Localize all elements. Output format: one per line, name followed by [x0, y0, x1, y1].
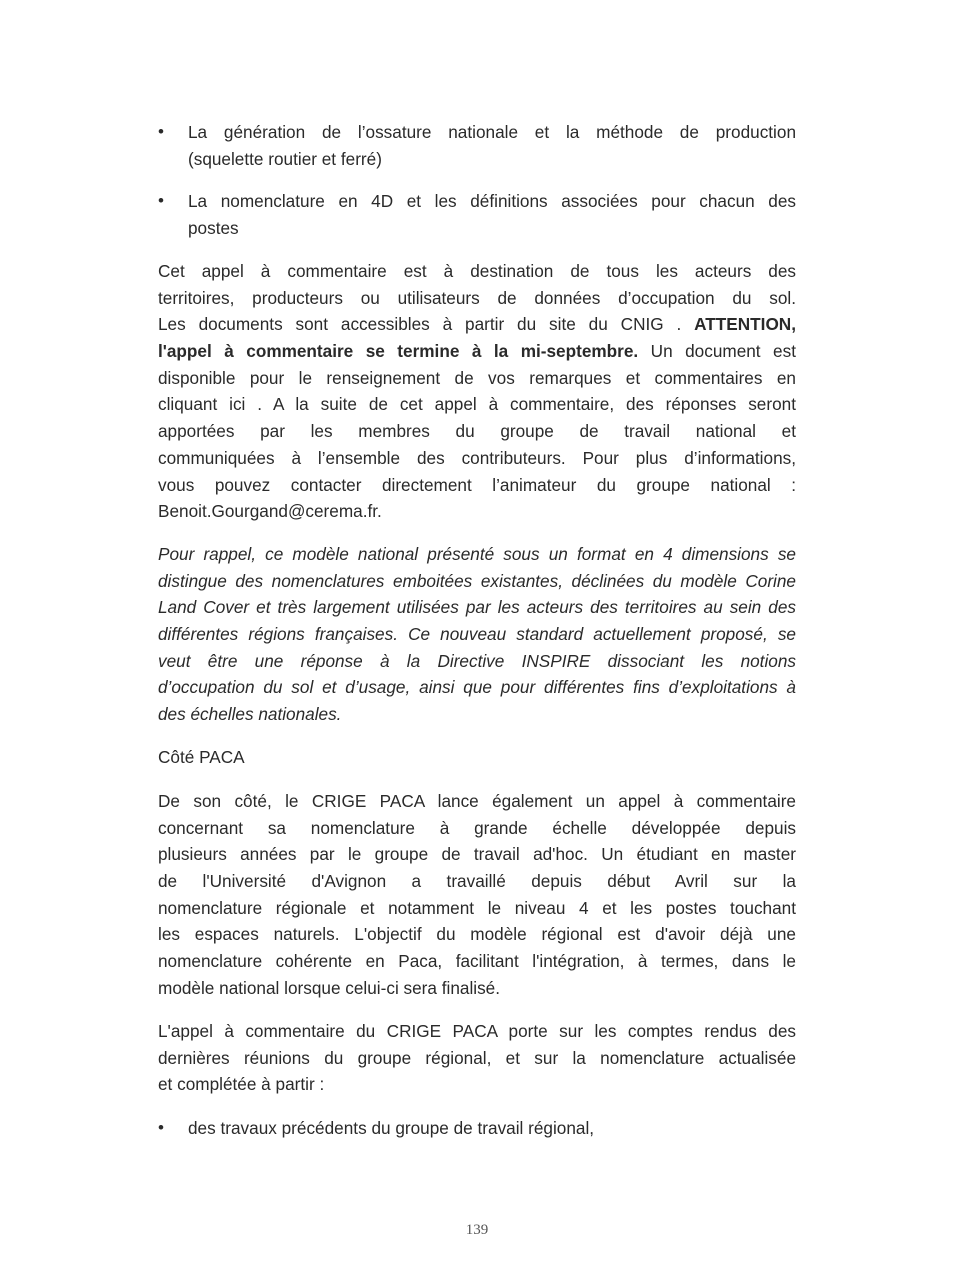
text-line — [188, 1115, 796, 1142]
bullet-item — [188, 1115, 796, 1142]
text-line — [158, 311, 796, 338]
text-segment: apportées par les membres du groupe de travail national et — [158, 421, 796, 442]
section-heading — [158, 744, 796, 771]
text-line — [158, 258, 796, 285]
paragraph — [158, 1018, 796, 1098]
text-segment: L'appel à commentaire du CRIGE PACA porte sur les comptes rendus des — [158, 1021, 796, 1041]
text-line — [158, 391, 796, 418]
text-line — [158, 815, 796, 842]
text-segment: territoires, producteurs ou utilisateurs de données d’occupation du sol. — [158, 287, 796, 308]
text-line — [158, 621, 796, 648]
text-segment: Pour rappel, ce modèle national présenté sous un format en 4 dimensions se — [158, 544, 796, 564]
text-segment: postes — [188, 217, 239, 238]
text-line — [188, 146, 796, 173]
text-line — [158, 568, 796, 595]
text-segment: Benoit.Gourgand@cerema.fr. — [158, 501, 382, 522]
text-segment: concernant sa nomenclature à grande échelle développée depuis — [158, 817, 796, 838]
text-segment: veut être une réponse à la Directive INSPIRE dissociant les notions — [158, 650, 796, 671]
text-segment: des travaux précédents du groupe de travail régional, — [188, 1118, 595, 1138]
text-line — [158, 948, 796, 975]
text-segment: les espaces naturels. L'objectif du modèle régional est d'avoir déjà une — [158, 924, 796, 945]
text-segment: nomenclature cohérente en Paca, facilitant l'intégration, à termes, dans le — [158, 951, 796, 972]
text-line — [158, 841, 796, 868]
text-segment: vous pouvez contacter directement l’animateur du groupe national : — [158, 474, 796, 495]
text-line — [158, 921, 796, 948]
text-line — [158, 788, 796, 815]
text-segment: De son côté, le CRIGE PACA lance également un appel à commentaire — [158, 791, 796, 811]
text-line — [158, 445, 796, 472]
page-number: 139 — [465, 1222, 489, 1238]
text-line — [158, 744, 796, 771]
text-line — [158, 1018, 796, 1045]
text-segment: nomenclature régionale et notamment le niveau 4 et les postes touchant — [158, 897, 796, 918]
text-segment: Un document est — [638, 341, 796, 362]
text-segment: Les documents sont accessibles à partir du site du CNIG . — [158, 314, 695, 335]
text-line — [188, 188, 796, 215]
text-segment: de l'Université d'Avignon a travaillé depuis début Avril sur la — [158, 871, 796, 892]
text-segment: des échelles nationales. — [158, 704, 342, 725]
text-segment: Côté PACA — [158, 747, 245, 767]
text-segment: et complétée à partir : — [158, 1074, 325, 1095]
paragraph — [158, 258, 796, 525]
text-line — [158, 1045, 796, 1072]
bullet-icon: • — [158, 191, 164, 210]
text-line — [158, 541, 796, 568]
text-line — [158, 338, 796, 365]
text-segment: cliquant ici . A la suite de cet appel à commentaire, des réponses seront — [158, 394, 796, 415]
text-line — [158, 285, 796, 312]
text-line — [158, 498, 796, 525]
text-segment: ATTENTION, — [694, 314, 796, 335]
text-segment: d’occupation du sol et d’usage, ainsi que pour différentes fins d’exploitations à — [158, 677, 796, 698]
text-segment: (squelette routier et ferré) — [188, 148, 382, 169]
text-segment: distingue des nomenclatures emboitées existantes, déclinées du modèle Corine — [158, 570, 796, 591]
text-segment: Cet appel à commentaire est à destination de tous les acteurs des — [158, 261, 796, 281]
text-line — [158, 648, 796, 675]
bullet-item — [188, 188, 796, 241]
text-line — [158, 365, 796, 392]
paragraph — [158, 541, 796, 728]
text-segment: dernières réunions du groupe régional, et sur la nomenclature actualisée — [158, 1047, 796, 1068]
text-line — [158, 472, 796, 499]
text-line — [188, 119, 796, 146]
text-line — [188, 215, 796, 242]
text-segment: communiquées à l’ensemble des contributeurs. Pour plus d’informations, — [158, 447, 796, 468]
bullet-icon: • — [158, 1118, 164, 1137]
text-line — [158, 674, 796, 701]
text-line — [158, 701, 796, 728]
text-line — [158, 418, 796, 445]
text-segment: Land Cover et très largement utilisées par les acteurs des territoires au sein des — [158, 597, 796, 618]
text-segment: La nomenclature en 4D et les définitions associées pour chacun des — [188, 191, 796, 211]
text-segment: disponible pour le renseignement de vos remarques et commentaires en — [158, 367, 796, 388]
paragraph — [158, 788, 796, 1002]
bullet-icon: • — [158, 122, 164, 141]
text-segment: La génération de l’ossature nationale et la méthode de production — [188, 122, 796, 142]
text-segment: plusieurs années par le groupe de travail ad'hoc. Un étudiant en master — [158, 844, 796, 865]
text-line — [158, 868, 796, 895]
text-line — [158, 895, 796, 922]
text-segment: l'appel à commentaire se termine à la mi-septembre. — [158, 341, 639, 362]
text-segment: différentes régions françaises. Ce nouveau standard actuellement proposé, se — [158, 624, 796, 645]
text-line — [158, 594, 796, 621]
text-line — [158, 975, 796, 1002]
bullet-item — [188, 119, 796, 172]
text-line — [158, 1071, 796, 1098]
text-segment: modèle national lorsque celui-ci sera finalisé. — [158, 977, 501, 998]
